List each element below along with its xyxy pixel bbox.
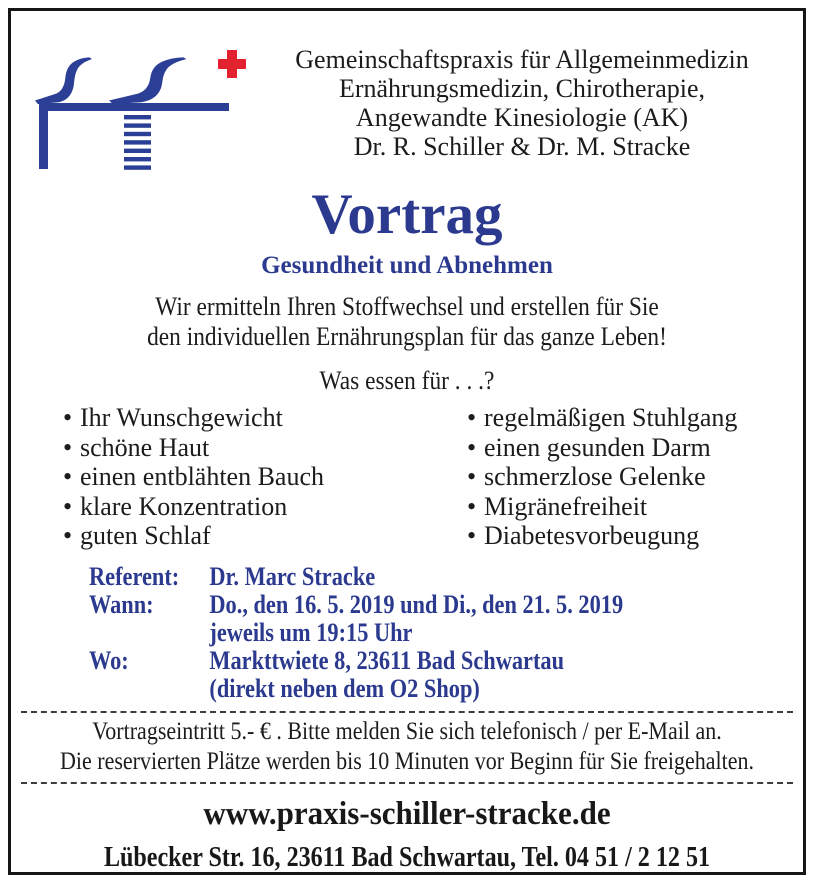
intro-text [51, 292, 764, 352]
practice-name-line: Gemeinschaftspraxis für Allgemeinmedizin [295, 45, 749, 74]
benefit-label: schöne Haut [80, 432, 210, 462]
lecture-topic: Gesundheit und Abnehmen [261, 252, 553, 279]
benefit-label: klare Konzentration [80, 491, 288, 521]
entry-note-line-1: Vortragseintritt 5.- € . Bitte melden Sie sich telefonisch / per E-Mail an. [92, 717, 722, 745]
benefit-label: einen gesunden Darm [484, 432, 711, 462]
website-url: www.praxis-schiller-stracke.de [203, 795, 611, 832]
list-item [63, 433, 407, 463]
list-item [467, 433, 803, 463]
wo-value-line-2: (direkt neben dem O2 Shop) [209, 673, 480, 703]
benefit-label: Ihr Wunschgewicht [80, 403, 283, 432]
benefit-list-right [407, 403, 803, 551]
bullet-icon: • [467, 432, 477, 462]
bullet-icon: • [467, 521, 477, 550]
list-item [63, 492, 407, 522]
red-cross-icon [218, 50, 246, 78]
intro-line-1: Wir ermitteln Ihren Stoffwechsel und erstellen für Sie [155, 292, 659, 321]
logo-horizontal-bar [39, 103, 229, 111]
intro-line-2: den individuellen Ernährungsplan für das ganze Leben! [147, 322, 667, 351]
bullet-icon: • [467, 403, 477, 432]
practice-name-block [259, 11, 803, 161]
wann-value-line-1: Do., den 16. 5. 2019 und Di., den 21. 5. 2019 [209, 589, 624, 619]
practice-address: Lübecker Str. 16, 23611 Bad Schwartau, Tel. 04 51 / 2 12 51 [103, 841, 711, 873]
list-item [467, 403, 803, 433]
benefit-label: guten Schlaf [80, 521, 211, 550]
bullet-icon: • [467, 491, 477, 521]
spine-logo-icon [31, 47, 249, 179]
list-item [63, 521, 407, 551]
benefit-label: einen entblähten Bauch [80, 462, 325, 491]
entry-note-line-2: Die reservierten Plätze werden bis 10 Minuten vor Beginn für Sie freigehalten. [59, 747, 754, 775]
entry-note [59, 717, 756, 777]
page-title: Vortrag [311, 183, 503, 246]
list-item [467, 492, 803, 522]
dashed-divider-bottom [21, 782, 793, 784]
benefit-lists [11, 403, 803, 551]
detail-row-referent [89, 563, 703, 591]
bullet-icon: • [63, 403, 73, 432]
list-item [467, 462, 803, 492]
benefit-label: Diabetesvorbeugung [484, 521, 700, 550]
bullet-icon: • [467, 462, 477, 491]
detail-row-wann [89, 591, 703, 647]
bullet-icon: • [63, 491, 73, 521]
benefit-label: regelmäßigen Stuhlgang [484, 403, 738, 432]
event-details [89, 563, 703, 703]
practice-name-line: Dr. R. Schiller & Dr. M. Stracke [353, 132, 691, 161]
benefit-label: schmerzlose Gelenke [484, 462, 706, 491]
wo-label: Wo: [89, 645, 129, 675]
wo-value-line-1: Markttwiete 8, 23611 Bad Schwartau [209, 645, 565, 675]
list-item [63, 462, 407, 492]
swoosh-right-icon [109, 57, 186, 104]
header [11, 11, 803, 184]
practice-logo [11, 11, 259, 184]
bullet-icon: • [63, 521, 73, 550]
referent-value: Dr. Marc Stracke [209, 561, 376, 591]
list-item [467, 521, 803, 551]
bullet-icon: • [63, 432, 73, 462]
bullet-icon: • [63, 462, 73, 491]
spine-stripes-icon [124, 115, 151, 170]
flyer [8, 8, 806, 875]
dashed-divider-top [21, 711, 793, 713]
list-item [63, 403, 407, 433]
detail-row-wo [89, 647, 703, 703]
benefit-list-left [11, 403, 407, 551]
benefit-label: Migränefreiheit [484, 491, 648, 521]
referent-label: Referent: [89, 561, 180, 591]
wann-value-line-2: jeweils um 19:15 Uhr [209, 617, 413, 647]
practice-name-line: Ernährungsmedizin, Chirotherapie, [338, 74, 706, 103]
practice-name-line: Angewandte Kinesiologie (AK) [355, 103, 689, 132]
question-heading: Was essen für . . .? [319, 366, 495, 395]
wann-label: Wann: [89, 589, 154, 619]
swoosh-left-icon [35, 57, 92, 104]
logo-vertical-bar [39, 103, 48, 169]
